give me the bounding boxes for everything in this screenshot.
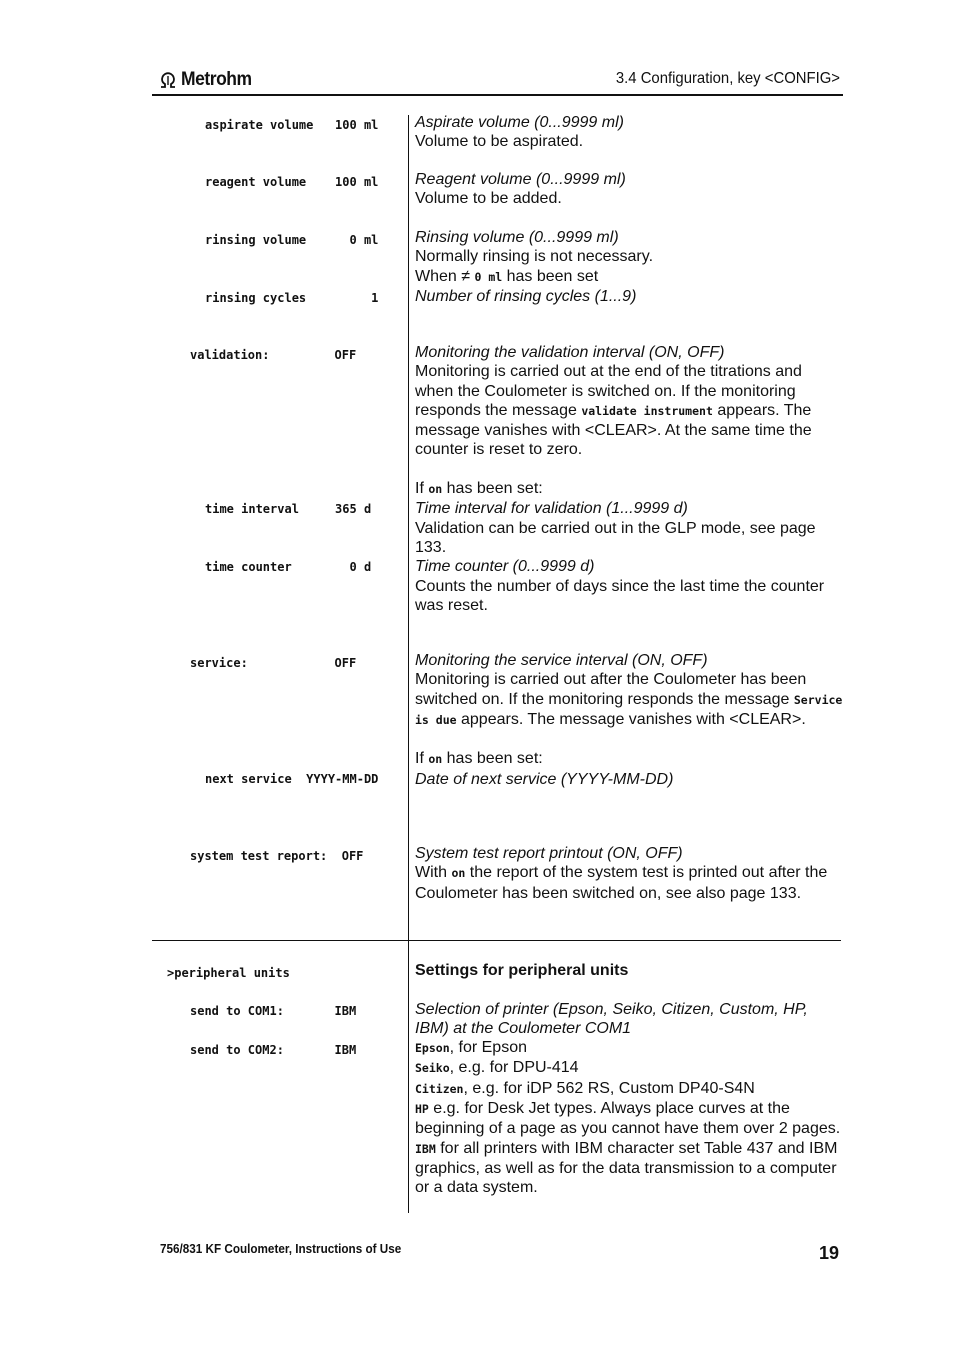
desc-service-if: If	[415, 750, 429, 768]
param-peripheral-units: >peripheral units	[167, 966, 290, 980]
desc-service	[415, 651, 843, 789]
desc-reagent	[415, 170, 843, 209]
desc-peripheral-title: Selection of printer (Epson, Seiko, Citizen, Custom, HP, IBM) at the Coulometer COM1	[415, 1000, 808, 1037]
desc-validation-code: validate instrument	[581, 403, 713, 418]
desc-validation-if-code: on	[428, 482, 443, 497]
desc-time-counter-text: Counts the number of days since the last time the counter was reset.	[415, 577, 825, 614]
footer-document-title: 756/831 KF Coulometer, Instructions of Use	[160, 1241, 402, 1256]
desc-peripheral	[415, 961, 843, 1198]
desc-rinsing	[415, 228, 843, 306]
desc-service-text1: Monitoring is carried out after the Coulometer has been switched on. If the monitoring responds the message	[415, 671, 807, 708]
desc-rinsing-when-post: has been set	[502, 267, 599, 285]
section-separator	[152, 940, 841, 941]
desc-time-interval-text: Validation can be carried out in the GLP mode, see page 133.	[415, 519, 816, 556]
printer-ibm-code: IBM	[415, 1141, 436, 1156]
desc-rinsing-title: Rinsing volume (0...9999 ml)	[415, 229, 619, 246]
desc-rinsing-when: When ≠	[415, 267, 475, 285]
param-rinsing-volume: rinsing volume 0 ml	[205, 233, 379, 247]
desc-service-if-post: has been set:	[442, 750, 543, 768]
desc-system-test-code: on	[451, 866, 466, 881]
param-rinsing-cycles: rinsing cycles 1	[205, 291, 379, 305]
desc-aspirate-text: Volume to be aspirated.	[415, 133, 584, 151]
desc-validation-if: If	[415, 480, 429, 498]
param-validation: validation: OFF	[190, 348, 357, 362]
desc-peripheral-heading: Settings for peripheral units	[415, 962, 629, 979]
param-time-interval: time interval 365 d	[205, 502, 372, 516]
desc-rinsing-cycles-title: Number of rinsing cycles (1...9)	[415, 287, 637, 305]
desc-validation	[415, 343, 843, 615]
header-rule	[152, 94, 843, 96]
section-title: 3.4 Configuration, key <CONFIG>	[615, 70, 840, 87]
printer-seiko-code: Seiko	[415, 1061, 450, 1076]
printer-seiko-text: , e.g. for DPU-414	[449, 1059, 579, 1077]
desc-validation-if-post: has been set:	[442, 480, 543, 498]
desc-service-title: Monitoring the service interval (ON, OFF)	[415, 652, 708, 669]
desc-system-test-title: System test report printout (ON, OFF)	[415, 845, 683, 862]
printer-epson-text: , for Epson	[449, 1039, 527, 1057]
desc-aspirate-title: Aspirate volume (0...9999 ml)	[415, 114, 624, 131]
param-send-com2: send to COM2: IBM	[190, 1043, 357, 1057]
desc-time-counter-title: Time counter (0...9999 d)	[415, 558, 595, 576]
desc-validation-title: Monitoring the validation interval (ON, OFF)	[415, 344, 725, 361]
desc-rinsing-text: Normally rinsing is not necessary.	[415, 248, 654, 266]
desc-time-interval-title: Time interval for validation (1...9999 d)	[415, 500, 688, 518]
desc-reagent-text: Volume to be added.	[415, 190, 562, 208]
desc-system-test-pre: With	[415, 864, 452, 882]
param-aspirate-volume: aspirate volume 100 ml	[205, 118, 379, 132]
printer-citizen-code: Citizen	[415, 1081, 464, 1096]
param-service: service: OFF	[190, 656, 357, 670]
param-system-test-report: system test report: OFF	[190, 849, 364, 863]
printer-hp-code: HP	[415, 1102, 429, 1117]
desc-system-test-text: the report of the system test is printed out after the Coulometer has been switched on, see also page 133.	[415, 864, 828, 902]
desc-validation-text1: Monitoring is carried out at the end of the titrations and when the Coulometer is switched on. If the monitoring responds the message	[415, 363, 802, 419]
param-send-com1: send to COM1: IBM	[190, 1004, 357, 1018]
brand-logo	[158, 68, 258, 92]
param-next-service: next service YYYY-MM-DD	[205, 772, 379, 786]
desc-service-code: Service is due	[415, 692, 843, 727]
desc-system-test	[415, 844, 843, 903]
page-number: 19	[819, 1243, 840, 1263]
metrohm-omega-icon	[158, 70, 178, 90]
printer-citizen-text: , e.g. for iDP 562 RS, Custom DP40-S4N	[463, 1079, 755, 1097]
desc-service-if-code: on	[428, 752, 443, 767]
desc-validation-text2: appears. The message vanishes with <CLEAR>. At the same time the counter is reset to zero.	[415, 401, 812, 459]
printer-hp-text: e.g. for Desk Jet types. Always place curves at the beginning of a page as you cannot have them over 2 pages.	[415, 1100, 841, 1138]
param-reagent-volume: reagent volume 100 ml	[205, 175, 379, 189]
desc-service-text2: appears. The message vanishes with <CLEAR>.	[456, 710, 806, 728]
desc-next-service-title: Date of next service (YYYY-MM-DD)	[415, 770, 674, 788]
param-time-counter: time counter 0 d	[205, 560, 372, 574]
desc-rinsing-when-code: 0 ml	[474, 269, 503, 284]
printer-epson-code: Epson	[415, 1041, 450, 1056]
desc-reagent-title: Reagent volume (0...9999 ml)	[415, 171, 626, 188]
brand-name: Metrohm	[181, 69, 252, 90]
desc-aspirate	[415, 113, 843, 152]
column-divider	[408, 115, 409, 1213]
printer-ibm-text: for all printers with IBM character set Table 437 and IBM graphics, as well as for the data transmission to a computer or a data system.	[415, 1139, 838, 1197]
